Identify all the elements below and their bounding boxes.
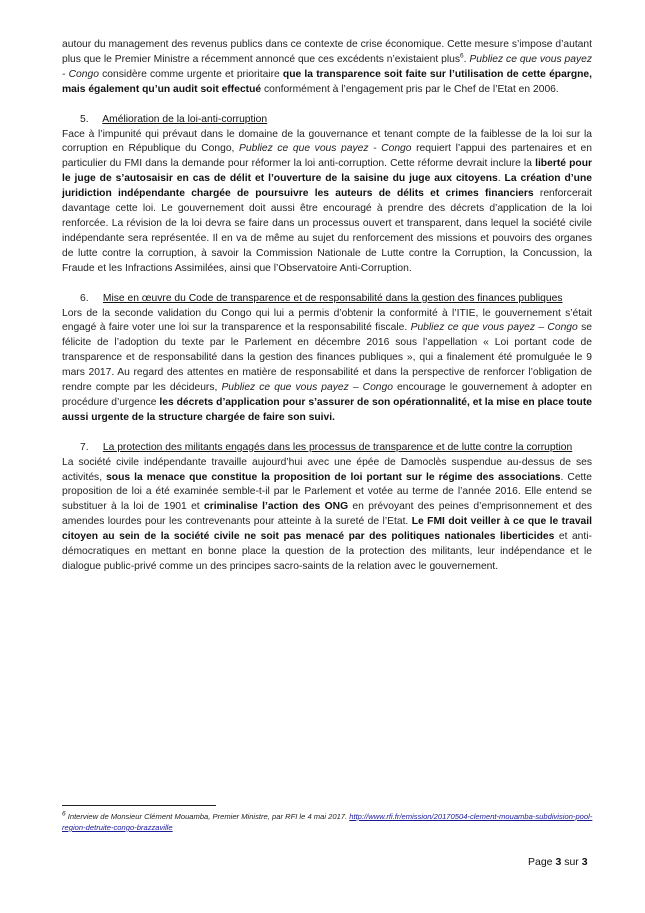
bold-text: La création d’une juridiction indépendante chargée de poursuivre les auteurs de délits et crimes financiers bbox=[62, 173, 592, 200]
text-run: se félicite de l’adoption du texte par le Parlement en décembre 2016 sous l’appellation « Loi portant code de transparence et de responsabilité dans la gestion des finances publiques », qui a finalement été promulguée le 9 mars 2017. Au regard des attentes en matière de responsabilité et dans la perspective de renforcer l’obligation de rendre compte par les décideurs, bbox=[62, 322, 592, 394]
text-run: et anti-démocratiques en mettant en bonne place la question de la protection des militants, leur indépendance et le dialogue public-privé comme un des principes sacro-saints de la relation avec le gouvernement. bbox=[62, 531, 592, 572]
italic-text: Publiez ce que vous payez – Congo bbox=[410, 322, 578, 334]
text-run: Face à l’impunité qui prévaut dans le domaine de la gouvernance et tenant compte de la faiblesse de la loi sur la corruption en République du Congo, bbox=[62, 128, 592, 155]
text-run: en prévoyant des peines d’emprisonnement et des amendes lourdes pour les contrevenants pour atteinte à la sureté de l’Etat. bbox=[62, 501, 592, 528]
body-text bbox=[62, 38, 592, 575]
bold-text: criminalise l’action des ONG bbox=[204, 501, 349, 513]
footnote-link[interactable]: http://www.rfi.fr/emission/20170504-clement-mouamba-subdivision-pool-region-detruite-congo-brazzaville bbox=[62, 812, 593, 832]
text-run: requiert l’appui des partenaires et en particulier du FMI dans la demande pour réformer la loi anti-corruption. Cette réforme devrait inclure la bbox=[62, 143, 592, 170]
bold-text: que la transparence soit faite sur l’utilisation de cette épargne, mais également qu’un audit soit effectué bbox=[62, 68, 592, 95]
footnote bbox=[62, 811, 602, 833]
text-run: . bbox=[463, 53, 470, 65]
footnote-text: Interview de Monsieur Clément Mouamba, Premier Ministre, par RFI le 4 mai 2017. bbox=[65, 812, 350, 821]
footnote-marker: 6 bbox=[62, 810, 66, 818]
page-middle: sur bbox=[561, 856, 582, 868]
intro-paragraph bbox=[62, 38, 592, 98]
text-run: renforcerait davantage cette loi. Le gouvernement doit aussi être encouragé à prendre des décrets d’application de la loi renforcée. La révision de la loi devra se faire dans un processus ouvert et transparent, dans lequel la société civile indépendante sera représentée. Il en va de même au sujet du renforcement des missions et pouvoirs des organes de lutte contre la corruption, à savoir la Commission Nationale de Lutte contre la Corruption, la Concussion, la Fraude et les Infractions Assimilées, ainsi que l’Observatoire Anti-Corruption. bbox=[62, 188, 592, 274]
italic-text: Publiez ce que vous payez - Congo bbox=[62, 53, 592, 80]
section-heading-5 bbox=[62, 113, 592, 128]
page-number bbox=[528, 856, 588, 868]
spacer bbox=[62, 277, 592, 292]
section-paragraph-7 bbox=[62, 456, 592, 575]
spacer bbox=[62, 426, 592, 441]
page-prefix: Page bbox=[528, 856, 556, 868]
text-run: encourage le gouvernement à adopter en procédure d’urgence bbox=[62, 382, 593, 408]
text-run: considère comme urgente et prioritaire bbox=[98, 68, 283, 80]
text-run: autour du management des revenus publics dans ce contexte de crise économique. Cette mesure s’impose d’autant plus que le Premier Ministre a récemment annoncé que ces excédents n’existaient plus bbox=[62, 39, 592, 65]
section-title: Mise en œuvre du Code de transparence et de responsabilité dans la gestion des finances publiques bbox=[102, 292, 563, 304]
footnote-separator bbox=[62, 805, 216, 806]
footnote-reference: 6 bbox=[460, 52, 464, 60]
text-run: . bbox=[497, 173, 505, 185]
text-run: conformément à l’engagement pris par le Chef de l’Etat en 2006. bbox=[261, 83, 559, 95]
bold-text: sous la menace que constitue la proposition de loi portant sur le régime des associations bbox=[106, 471, 561, 483]
section-heading-6 bbox=[62, 292, 592, 307]
text-run: . Cette proposition de loi a été examinée semble-t-il par le Parlement et votée au terme de l’année 2016. Elle entend se substituer à la loi de 1901 et bbox=[62, 471, 593, 513]
section-title: La protection des militants engagés dans les processus de transparence et de lutte contre la corruption bbox=[102, 441, 573, 453]
spacer bbox=[62, 98, 592, 113]
current-page: 3 bbox=[555, 856, 562, 868]
bold-text: les décrets d’application pour s’assurer de son opérationnalité, et la mise en place toute aussi urgente de la structure chargée de faire son suivi. bbox=[62, 396, 592, 423]
italic-text: Publiez ce que vous payez - Congo bbox=[239, 143, 412, 155]
bold-text: liberté pour le juge de s’autosaisir en cas de délit et l’ouverture de la saisine du juge aux citoyens bbox=[62, 158, 592, 185]
section-number: 5. bbox=[80, 113, 89, 125]
section-number: 7. bbox=[80, 441, 89, 453]
section-heading-7 bbox=[62, 441, 592, 456]
section-paragraph-6 bbox=[62, 307, 592, 426]
section-number: 6. bbox=[80, 292, 89, 304]
italic-text: Publiez ce que vous payez – Congo bbox=[221, 382, 393, 394]
section-paragraph-5 bbox=[62, 128, 592, 277]
bold-text: Le FMI doit veiller à ce que le travail citoyen au sein de la société civile ne soit pas menacé par des politiques nationales liberticides bbox=[62, 516, 592, 543]
text-run: La société civile indépendante travaille aujourd’hui avec une épée de Damoclès suspendue au-dessus de ses activités, bbox=[62, 456, 592, 483]
section-title: Amélioration de la loi-anti-corruption bbox=[102, 113, 268, 125]
text-run: Lors de la seconde validation du Congo qui lui a permis d’obtenir la conformité à l’ITIE, le gouvernement s’était engagé à faire voter une loi sur la transparence et la responsabilité fiscale. bbox=[62, 307, 592, 334]
total-pages: 3 bbox=[581, 856, 588, 868]
